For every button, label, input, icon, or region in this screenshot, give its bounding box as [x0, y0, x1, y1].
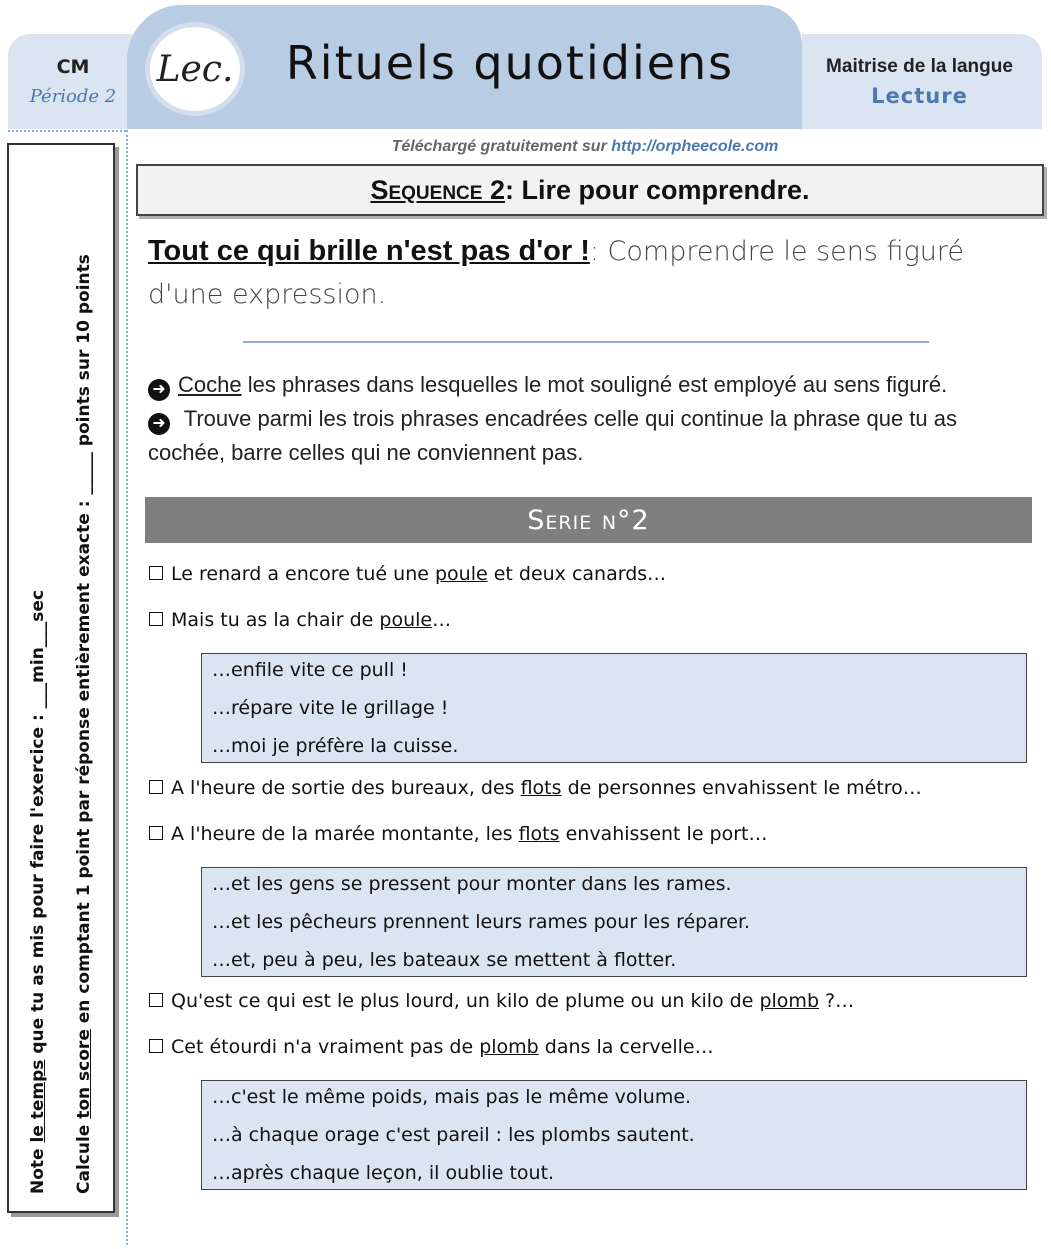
- arrow-right-icon: ➜: [148, 413, 170, 435]
- continuation-option[interactable]: …c'est le même poids, mais pas le même volume.: [212, 1086, 692, 1108]
- domain-label: Lecture: [871, 84, 968, 108]
- checkbox[interactable]: [149, 566, 163, 580]
- continuation-option[interactable]: …et, peu à peu, les bateaux se mettent à flotter.: [212, 949, 677, 971]
- time-note: Note le temps que tu as mis pour faire l'exercice : ___min___sec: [28, 589, 48, 1194]
- continuation-option[interactable]: …à chaque orage c'est pareil : les plombs sautent.: [212, 1124, 695, 1146]
- sentence-checkbox-item[interactable]: A l'heure de sortie des bureaux, des flots de personnes envahissent le métro…: [149, 777, 922, 799]
- subject-label: Maitrise de la langue: [826, 56, 1013, 77]
- source-link[interactable]: http://orpheecole.com: [611, 138, 779, 155]
- score-note: Calcule ton score en comptant 1 point par réponse entièrement exacte : _____ points sur 10 points: [74, 254, 94, 1194]
- instruction-2: ➜ Trouve parmi les trois phrases encadrées celle qui continue la phrase que tu as cochée, barre celles qui ne conviennent pas.: [148, 406, 957, 465]
- page-title: Rituels quotidiens: [285, 36, 735, 90]
- sequence-title: : Lire pour comprendre.: [504, 174, 810, 205]
- continuation-box: [201, 653, 1027, 763]
- checkbox[interactable]: [149, 993, 163, 1007]
- sequence-banner: [136, 164, 1044, 216]
- sentence-checkbox-item[interactable]: Cet étourdi n'a vraiment pas de plomb dans la cervelle…: [149, 1036, 714, 1058]
- lesson-heading: [148, 230, 1030, 316]
- sentence-checkbox-item[interactable]: Qu'est ce qui est le plus lourd, un kilo de plume ou un kilo de plomb ?…: [149, 990, 854, 1012]
- checkbox[interactable]: [149, 826, 163, 840]
- checkbox[interactable]: [149, 780, 163, 794]
- instructions: [148, 368, 1030, 470]
- level-label: CM: [56, 56, 90, 78]
- continuation-option[interactable]: …après chaque leçon, il oublie tout.: [212, 1162, 555, 1184]
- proverb-title: Tout ce qui brille n'est pas d'or !: [148, 235, 590, 267]
- sentence-checkbox-item[interactable]: Le renard a encore tué une poule et deux canards…: [149, 563, 666, 585]
- continuation-box: [201, 867, 1027, 977]
- sentence-checkbox-item[interactable]: A l'heure de la marée montante, les flots envahissent le port…: [149, 823, 768, 845]
- checkbox[interactable]: [149, 612, 163, 626]
- serie-banner: Serie n°2: [145, 497, 1032, 543]
- continuation-option[interactable]: …enfile vite ce pull !: [212, 659, 408, 681]
- continuation-option[interactable]: …et les gens se pressent pour monter dans les rames.: [212, 873, 732, 895]
- arrow-right-icon: ➜: [148, 379, 170, 401]
- lecture-logo: Lec.: [145, 22, 245, 116]
- period-label: Période 2: [29, 86, 117, 107]
- dotted-divider-horizontal: [8, 130, 126, 132]
- sequence-label: Sequence 2: [370, 174, 505, 205]
- continuation-option[interactable]: …moi je préfère la cuisse.: [212, 735, 459, 757]
- header-subject-box: [802, 34, 1042, 129]
- sentence-checkbox-item[interactable]: Mais tu as la chair de poule…: [149, 609, 451, 631]
- score-sidebar: [7, 143, 115, 1213]
- instruction-1: ➜ Coche les phrases dans lesquelles le mot souligné est employé au sens figuré.: [148, 368, 1030, 402]
- download-note: Téléchargé gratuitement sur http://orpheecole.com: [391, 138, 779, 155]
- separator-line: [243, 341, 929, 343]
- continuation-box: [201, 1080, 1027, 1190]
- continuation-option[interactable]: …répare vite le grillage !: [212, 697, 449, 719]
- continuation-option[interactable]: …et les pêcheurs prennent leurs rames pour les réparer.: [212, 911, 751, 933]
- sidebar-text: [15, 158, 107, 1198]
- checkbox[interactable]: [149, 1039, 163, 1053]
- dotted-divider-vertical: [126, 130, 128, 1245]
- lesson-objective: : Comprendre le sens figuré d'une expression.: [148, 236, 964, 310]
